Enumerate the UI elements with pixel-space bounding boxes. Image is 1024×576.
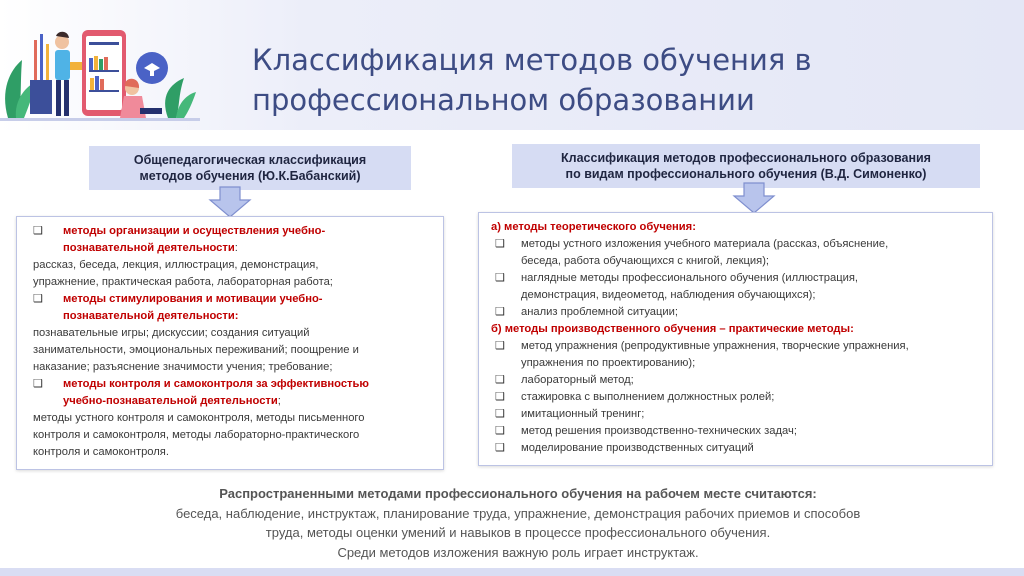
punctuation: ; [277, 395, 281, 407]
group-title: методы организации и осуществления учебно- [63, 225, 326, 237]
checkbox-bullet-icon: ❑ [33, 378, 43, 390]
group-text: контроля и самоконтроля. [33, 446, 169, 458]
list-item-text: анализ проблемной ситуации; [521, 306, 679, 318]
summary-heading: Распространенными методами профессионального обучения на рабочем месте считаются: [219, 486, 817, 501]
section-title: а) методы теоретического обучения: [491, 221, 696, 233]
list-item [491, 389, 984, 406]
group-title: познавательной деятельности [63, 242, 235, 254]
group-text: контроля и самоконтроля, методы лабораторно-практического [33, 429, 360, 441]
checkbox-bullet-icon: ❑ [495, 306, 505, 318]
down-arrow-icon [208, 186, 252, 218]
page-title [252, 40, 992, 120]
checkbox-bullet-icon: ❑ [495, 340, 505, 352]
right-header-line2: по видам профессионального обучения (В.Д. Симоненко) [565, 167, 927, 181]
checkbox-bullet-icon: ❑ [495, 408, 505, 420]
summary-line: Среди методов изложения важную роль играет инструктаж. [337, 544, 699, 560]
checkbox-bullet-icon: ❑ [33, 293, 43, 305]
education-illustration [0, 10, 200, 128]
list-item-text: беседа, работа обучающихся с книгой, лекция); [521, 255, 770, 267]
summary-line: беседа, наблюдение, инструктаж, планирование труда, упражнение, демонстрация рабочих приемов и способов [175, 505, 861, 521]
list-item-text: упражнения по проектированию); [521, 357, 696, 369]
section-title: б) методы производственного обучения – практические методы: [491, 323, 854, 335]
page-title-line2: профессиональном образовании [252, 83, 755, 117]
list-item-text: стажировка с выполнением должностных ролей; [521, 391, 775, 403]
checkbox-bullet-icon: ❑ [495, 272, 505, 284]
punctuation: : [234, 242, 238, 254]
checkbox-bullet-icon: ❑ [495, 425, 505, 437]
list-item [33, 223, 435, 257]
list-item-text: имитационный тренинг; [521, 408, 645, 420]
group-text: рассказ, беседа, лекция, иллюстрация, демонстрация, [33, 259, 319, 271]
list-item [491, 270, 984, 304]
left-header-line2: методов обучения (Ю.К.Бабанский) [139, 169, 361, 183]
babansky-methods-box [16, 216, 444, 470]
list-item-text: метод решения производственно-технических задач; [521, 425, 797, 437]
list-item-text: моделирование производственных ситуаций [521, 442, 754, 454]
list-item [491, 406, 984, 423]
list-item-text: методы устного изложения учебного материала (рассказ, объяснение, [521, 238, 889, 250]
footer-strip [0, 568, 1024, 576]
page-title-line1: Классификация методов обучения в [252, 43, 812, 77]
left-header-line1: Общепедагогическая классификация [133, 153, 367, 167]
group-text: занимательности, эмоциональных переживаний; поощрение и [33, 344, 359, 356]
list-item-text: наглядные методы профессионального обучения (иллюстрация, [521, 272, 859, 284]
list-item [491, 423, 984, 440]
list-item [33, 291, 435, 325]
list-item [491, 304, 984, 321]
right-header-line1: Классификация методов профессионального образования [561, 151, 931, 165]
checkbox-bullet-icon: ❑ [495, 238, 505, 250]
group-title: познавательной деятельности: [63, 310, 239, 322]
list-item-text: лабораторный метод; [521, 374, 634, 386]
list-item-text: метод упражнения (репродуктивные упражнения, творческие упражнения, [521, 340, 909, 352]
list-item [491, 338, 984, 372]
group-title: методы стимулирования и мотивации учебно- [63, 293, 323, 305]
group-text: наказание; разъяснение значимости учения; требование; [33, 361, 333, 373]
checkbox-bullet-icon: ❑ [33, 225, 43, 237]
list-item-text: демонстрация, видеометод, наблюдения обучающихся); [521, 289, 816, 301]
group-title: методы контроля и самоконтроля за эффективностью [63, 378, 369, 390]
list-item [491, 372, 984, 389]
simonenko-methods-box [478, 212, 993, 466]
group-title: учебно-познавательной деятельности [63, 395, 278, 407]
summary-line: труда, методы оценки умений и навыков в процессе профессионального обучения. [265, 525, 771, 540]
down-arrow-icon [732, 182, 776, 214]
checkbox-bullet-icon: ❑ [495, 374, 505, 386]
list-item [491, 236, 984, 270]
checkbox-bullet-icon: ❑ [495, 391, 505, 403]
group-text: методы устного контроля и самоконтроля, методы письменного [33, 412, 365, 424]
group-text: познавательные игры; дискуссии; создания ситуаций [33, 327, 310, 339]
list-item [491, 440, 984, 457]
checkbox-bullet-icon: ❑ [495, 442, 505, 454]
summary-text [100, 484, 936, 562]
list-item [33, 376, 435, 410]
group-text: упражнение, практическая работа, лабораторная работа; [33, 276, 333, 288]
left-classification-header [89, 146, 411, 190]
